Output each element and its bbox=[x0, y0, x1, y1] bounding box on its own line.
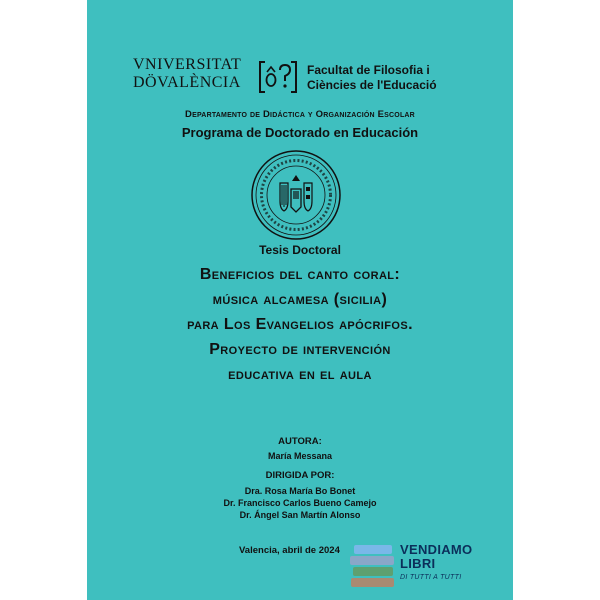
title-line: educativa en el aula bbox=[228, 366, 372, 383]
title-line: música alcamesa (sicilia) bbox=[212, 291, 388, 308]
university-seal-icon bbox=[250, 149, 342, 241]
stacked-books-icon bbox=[350, 545, 396, 593]
author-label: AUTORA: bbox=[278, 436, 322, 447]
university-name-line1: VNIVERSITAT bbox=[133, 56, 242, 73]
university-name-line2: DÖVALÈNCIA bbox=[133, 74, 241, 91]
thesis-title bbox=[117, 262, 483, 387]
place-date: Valencia, abril de 2024 bbox=[239, 545, 340, 556]
badge-line2: LIBRI bbox=[400, 556, 436, 571]
director-name: Dr. Francisco Carlos Bueno Camejo bbox=[223, 498, 377, 508]
title-line: Proyecto de intervención bbox=[209, 341, 391, 358]
title-line: Beneficios del canto coral: bbox=[199, 266, 401, 283]
director-name: Dra. Rosa María Bo Bonet bbox=[244, 486, 356, 496]
faculty-name-line2: Ciències de l'Educació bbox=[307, 78, 437, 92]
badge-line1: VENDIAMO bbox=[400, 542, 473, 557]
badge-tagline: DI TUTTI A TUTTI bbox=[400, 574, 462, 581]
title-line: para Los Evangelios apócrifos. bbox=[187, 316, 413, 333]
faculty-name-line1: Facultat de Filosofia i bbox=[307, 63, 430, 77]
university-logo bbox=[133, 56, 251, 92]
thesis-label: Tesis Doctoral bbox=[259, 243, 341, 257]
doctoral-program: Programa de Doctorado en Educación bbox=[181, 125, 419, 140]
faculty-logo-icon bbox=[257, 58, 299, 96]
director-name: Dr. Ángel San Martín Alonso bbox=[239, 510, 361, 520]
thesis-cover bbox=[87, 0, 513, 600]
faculty-name bbox=[307, 63, 477, 93]
author-name: María Messana bbox=[267, 451, 333, 461]
vendiamo-libri-logo bbox=[400, 543, 480, 583]
directors-label: DIRIGIDA POR: bbox=[265, 470, 335, 481]
department-name: Departamento de Didáctica y Organización Escolar bbox=[185, 109, 415, 120]
